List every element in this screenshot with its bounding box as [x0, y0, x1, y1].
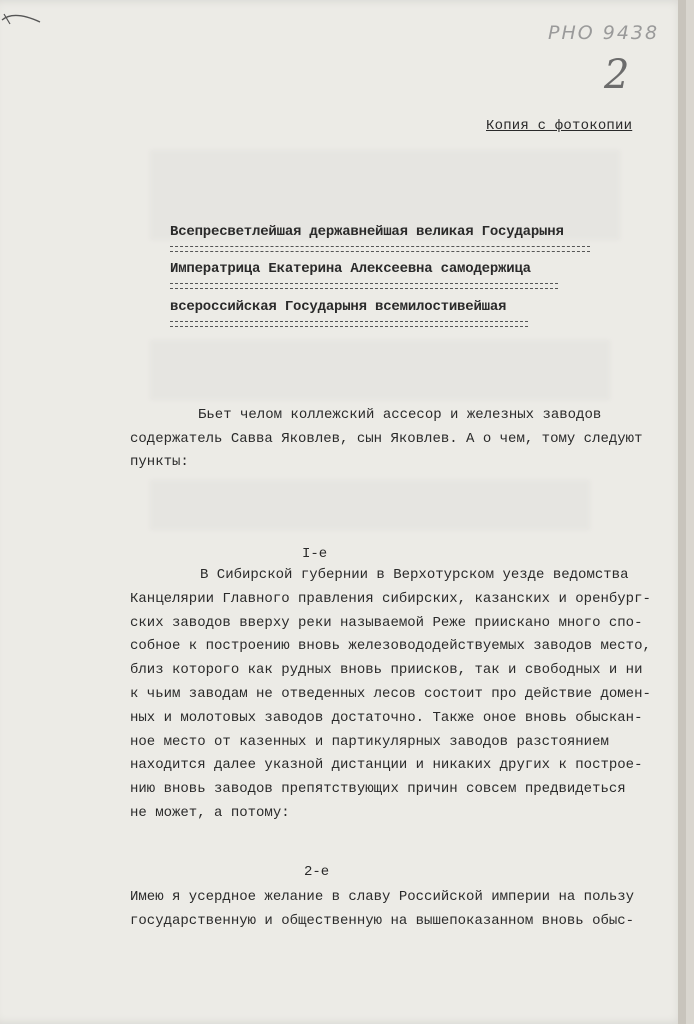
- text-line: находится далее указной дистанции и никаких других к построе-: [130, 757, 643, 774]
- point-1-text: [130, 564, 670, 826]
- text-line: к чьим заводам не отведенных лесов состоит про действие домен-: [130, 685, 651, 702]
- corner-pencil-mark: [0, 8, 42, 26]
- text-line: собное к построению вновь железовододействуемых заводов место,: [130, 638, 651, 655]
- double-underline: [170, 321, 528, 327]
- copy-note: Копия с фотокопии: [486, 118, 633, 134]
- text-line: Канцелярии Главного правления сибирских, казанских и оренбург-: [130, 590, 651, 607]
- text-line: пункты:: [130, 454, 189, 470]
- text-line: нию вновь заводов препятствующих причин совсем предвидеться: [130, 781, 626, 798]
- text-line: близ которого как рудных вновь приисков, так и свободных и ни: [130, 662, 643, 679]
- text-line: не может, а потому:: [130, 804, 290, 821]
- address-line: Императрица Екатерина Алексеевна самодержица: [170, 261, 531, 277]
- text-line: Бьет челом коллежский ассесор и железных заводов: [198, 407, 602, 423]
- text-line: В Сибирской губернии в Верхотурском уезде ведомства: [200, 567, 629, 583]
- bleed-through: [150, 340, 610, 400]
- text-line: ных и молотовых заводов достаточно. Также оное вновь обыскан-: [130, 709, 643, 726]
- petition-intro: [130, 404, 670, 475]
- point-title: 2-е: [304, 864, 330, 880]
- text-line: Имею я усердное желание в славу Российской империи на пользу: [130, 889, 635, 905]
- address-line: Всепресветлейшая державнейшая великая Государыня: [170, 224, 564, 240]
- page-edge: [678, 0, 686, 1024]
- point-2-text: [130, 886, 670, 934]
- text-line: содержатель Савва Яковлев, сын Яковлев. А о чем, тому следуют: [130, 430, 643, 447]
- archive-code: РНО 9438: [548, 22, 660, 44]
- text-line: государственную и общественную на вышепоказанном вновь обыс-: [130, 912, 635, 929]
- page-number: 2: [604, 52, 630, 98]
- point-title: I-е: [302, 546, 328, 562]
- text-line: ное место от казенных и партикулярных заводов разстоянием: [130, 733, 609, 750]
- double-underline: [170, 246, 590, 252]
- double-underline: [170, 283, 558, 289]
- address-line: всероссийская Государыня всемилостивейшая: [170, 299, 507, 315]
- bleed-through: [150, 480, 590, 530]
- text-line: ских заводов вверху реки называемой Реже приискано много спо-: [130, 614, 643, 631]
